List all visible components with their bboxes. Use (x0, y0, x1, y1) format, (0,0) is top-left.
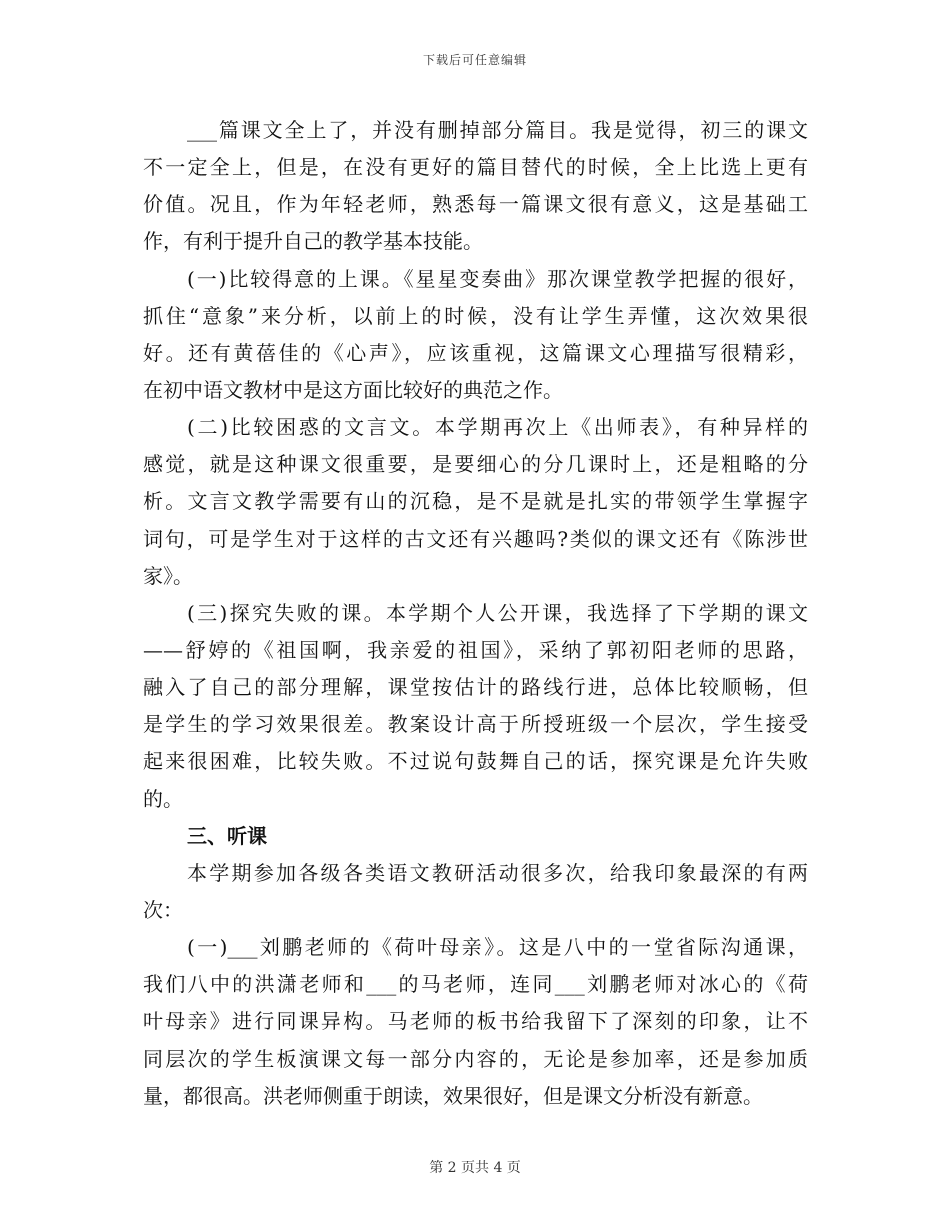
text-line: 次： (143, 897, 183, 922)
text-line: 价值。况且，作为年轻老师，熟悉每一篇课文很有意义，这是基础工 (143, 192, 808, 217)
paragraph (143, 855, 808, 929)
page-header: 下载后可任意编辑 (422, 53, 527, 67)
text-line: 析。文言文教学需要有山的沉稳，是不是就是扎实的带领学生掌握字 (143, 489, 808, 514)
text-line: (一)比较得意的上课。《星星变奏曲》那次课堂教学把握的很好， (187, 266, 808, 291)
text-line: ___篇课文全上了，并没有删掉部分篇目。我是觉得，初三的课文 (187, 118, 808, 142)
heading-text: 三、听课 (187, 823, 267, 848)
text-line: 同层次的学生板演课文每一部分内容的，无论是参加率，还是参加质 (143, 1046, 808, 1071)
paragraph (143, 409, 808, 595)
paragraph (143, 929, 808, 1115)
text-line: 家》。 (143, 563, 193, 588)
paragraph (143, 595, 808, 818)
text-line: 好。还有黄蓓佳的《心声》，应该重视，这篇课文心理描写很精彩， (143, 340, 808, 365)
text-line: 感觉，就是这种课文很重要，是要细心的分几课时上，还是粗略的分 (143, 452, 808, 477)
text-line: 作，有利于提升自己的教学基本技能。 (143, 229, 483, 254)
text-line: 词句，可是学生对于这样的古文还有兴趣吗?类似的课文还有《陈涉世 (143, 526, 808, 551)
text-line: ——舒婷的《祖国啊，我亲爱的祖国》，采纳了郭初阳老师的思路， (143, 637, 808, 662)
text-line: 是学生的学习效果很差。教案设计高于所授班级一个层次，学生接受 (143, 712, 808, 737)
text-line: 融入了自己的部分理解，课堂按估计的路线行进，总体比较顺畅，但 (143, 675, 808, 700)
paragraph (143, 261, 808, 410)
text-line: 我们八中的洪潇老师和___的马老师，连同___刘鹏老师对冰心的《荷 (143, 972, 808, 997)
document-body (143, 112, 808, 1115)
section-heading (143, 818, 808, 855)
text-line: (三)探究失败的课。本学期个人公开课，我选择了下学期的课文 (187, 600, 808, 625)
page-number: 第 2 页共 4 页 (429, 1160, 521, 1176)
paragraph (143, 112, 808, 261)
text-line: 抓住“意象”来分析，以前上的时候，没有让学生弄懂，这次效果很 (143, 303, 808, 328)
text-line: (二)比较困惑的文言文。本学期再次上《出师表》，有种异样的 (187, 415, 808, 440)
text-line: (一)___刘鹏老师的《荷叶母亲》。这是八中的一堂省际沟通课， (187, 935, 808, 960)
text-line: 在初中语文教材中是这方面比较好的典范之作。 (143, 377, 563, 402)
text-line: 起来很困难，比较失败。不过说句鼓舞自己的话，探究课是允许失败 (143, 749, 808, 774)
text-line: 的。 (143, 786, 183, 811)
text-line: 不一定全上，但是，在没有更好的篇目替代的时候，全上比选上更有 (143, 155, 808, 180)
text-line: 本学期参加各级各类语文教研活动很多次，给我印象最深的有两 (187, 860, 808, 885)
text-line: 叶母亲》进行同课异构。马老师的板书给我留下了深刻的印象，让不 (143, 1009, 808, 1034)
text-line: 量，都很高。洪老师侧重于朗读，效果很好，但是课文分析没有新意。 (143, 1083, 763, 1108)
